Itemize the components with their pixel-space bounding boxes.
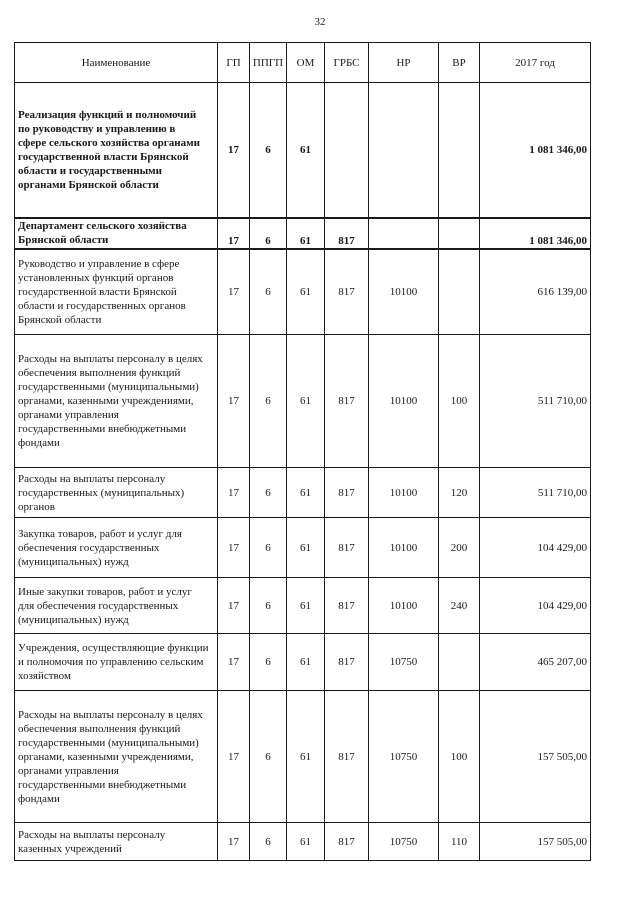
row-gp: 17 xyxy=(228,235,239,247)
row-om: 61 xyxy=(300,599,311,612)
column-header-name: Наименование xyxy=(81,56,151,69)
row-name: Департамент сельского хозяйства Брянской области xyxy=(18,220,187,246)
row-ppgp: 6 xyxy=(265,395,271,407)
row-nr: 10100 xyxy=(389,541,418,554)
row-vr xyxy=(439,219,479,248)
row-amount: 465 207,00 xyxy=(537,656,587,668)
row-grbs: 817 xyxy=(338,486,355,499)
row-om: 61 xyxy=(300,144,311,156)
row-vr: 110 xyxy=(450,835,468,848)
row-om: 61 xyxy=(300,750,311,763)
row-vr: 100 xyxy=(450,395,468,407)
row-amount: 511 710,00 xyxy=(537,395,587,407)
row-vr: 120 xyxy=(450,486,468,499)
row-gp: 17 xyxy=(228,286,239,298)
row-gp: 17 xyxy=(228,656,239,668)
row-amount: 157 505,00 xyxy=(537,750,587,763)
row-gp: 17 xyxy=(228,395,239,407)
row-nr: 10100 xyxy=(389,599,418,612)
row-nr: 10100 xyxy=(389,395,418,407)
row-name: Реализация функций и полномочий по руководству и управлению в сфере сельского хозяйства органами государственной власти Брянской области и государственными органами Брянской области xyxy=(18,109,200,191)
row-gp: 17 xyxy=(228,599,239,612)
row-gp: 17 xyxy=(228,541,239,554)
row-om: 61 xyxy=(300,835,311,848)
row-grbs: 817 xyxy=(338,835,355,848)
row-nr: 10100 xyxy=(389,286,418,298)
row-ppgp: 6 xyxy=(265,835,271,848)
row-amount: 104 429,00 xyxy=(537,541,587,554)
row-grbs: 817 xyxy=(338,286,355,298)
row-amount: 157 505,00 xyxy=(537,835,587,848)
row-grbs xyxy=(325,83,368,217)
row-om: 61 xyxy=(300,235,311,247)
row-grbs: 817 xyxy=(338,395,355,407)
column-header-om: ОМ xyxy=(296,56,315,69)
column-header-grbs: ГРБС xyxy=(333,56,360,69)
row-name: Учреждения, осуществляющие функции и полномочия по управлению сельским хозяйством xyxy=(18,642,209,682)
row-nr xyxy=(369,219,438,248)
row-ppgp: 6 xyxy=(265,750,271,763)
row-vr: 240 xyxy=(450,599,468,612)
row-vr xyxy=(439,83,479,217)
row-om: 61 xyxy=(300,541,311,554)
row-nr: 10750 xyxy=(389,750,418,763)
row-nr: 10100 xyxy=(389,486,418,499)
table-rule-h xyxy=(14,860,591,861)
row-name: Расходы на выплаты персоналу казенных учреждений xyxy=(18,828,166,855)
row-amount: 104 429,00 xyxy=(537,599,587,612)
row-gp: 17 xyxy=(228,835,239,848)
row-name: Расходы на выплаты персоналу в целях обеспечения выполнения функций государственными (муниципальными) органами, казенными учреждениями, органами управления государственными внебюджетными фондами xyxy=(18,708,203,805)
row-grbs: 817 xyxy=(338,235,355,247)
row-nr: 10750 xyxy=(389,835,418,848)
row-grbs: 817 xyxy=(338,656,355,668)
column-header-year: 2017 год xyxy=(515,56,555,69)
row-amount: 511 710,00 xyxy=(537,486,587,499)
row-om: 61 xyxy=(300,395,311,407)
row-name: Руководство и управление в сфере установленных функций органов государственной власти Брянской области и государственных органов Брянской области xyxy=(18,258,186,326)
column-header-gp: ГП xyxy=(226,56,241,69)
row-ppgp: 6 xyxy=(265,599,271,612)
row-name: Закупка товаров, работ и услуг для обеспечения государственных (муниципальных) нужд xyxy=(18,527,182,568)
row-vr xyxy=(439,634,479,690)
row-amount: 616 139,00 xyxy=(537,286,587,298)
row-amount: 1 081 346,00 xyxy=(529,235,587,247)
row-ppgp: 6 xyxy=(265,541,271,554)
column-header-vr: ВР xyxy=(452,56,466,69)
row-nr xyxy=(369,83,438,217)
row-name: Расходы на выплаты персоналу государственных (муниципальных) органов xyxy=(18,472,185,513)
row-nr: 10750 xyxy=(389,656,418,668)
row-om: 61 xyxy=(300,656,311,668)
row-ppgp: 6 xyxy=(265,144,271,156)
row-om: 61 xyxy=(300,486,311,499)
row-grbs: 817 xyxy=(338,599,355,612)
row-grbs: 817 xyxy=(338,750,355,763)
row-vr: 100 xyxy=(450,750,468,763)
row-amount: 1 081 346,00 xyxy=(529,144,587,156)
row-ppgp: 6 xyxy=(265,486,271,499)
row-ppgp: 6 xyxy=(265,286,271,298)
row-gp: 17 xyxy=(228,750,239,763)
row-name: Расходы на выплаты персоналу в целях обеспечения выполнения функций государственными (муниципальными) органами, казенными учреждениями, органами управления государственными внебюджетными фондами xyxy=(18,353,203,449)
page-number: 32 xyxy=(314,16,326,28)
row-om: 61 xyxy=(300,286,311,298)
row-grbs: 817 xyxy=(338,541,355,554)
table-rule-v xyxy=(590,42,591,861)
column-header-ppgp: ППГП xyxy=(252,56,284,69)
row-vr xyxy=(439,250,479,334)
column-header-nr: НР xyxy=(396,56,411,69)
row-ppgp: 6 xyxy=(265,235,271,247)
row-name: Иные закупки товаров, работ и услуг для обеспечения государственных (муниципальных) нужд xyxy=(18,585,192,626)
row-ppgp: 6 xyxy=(265,656,271,668)
row-gp: 17 xyxy=(228,144,239,156)
row-gp: 17 xyxy=(228,486,239,499)
row-vr: 200 xyxy=(450,541,468,554)
